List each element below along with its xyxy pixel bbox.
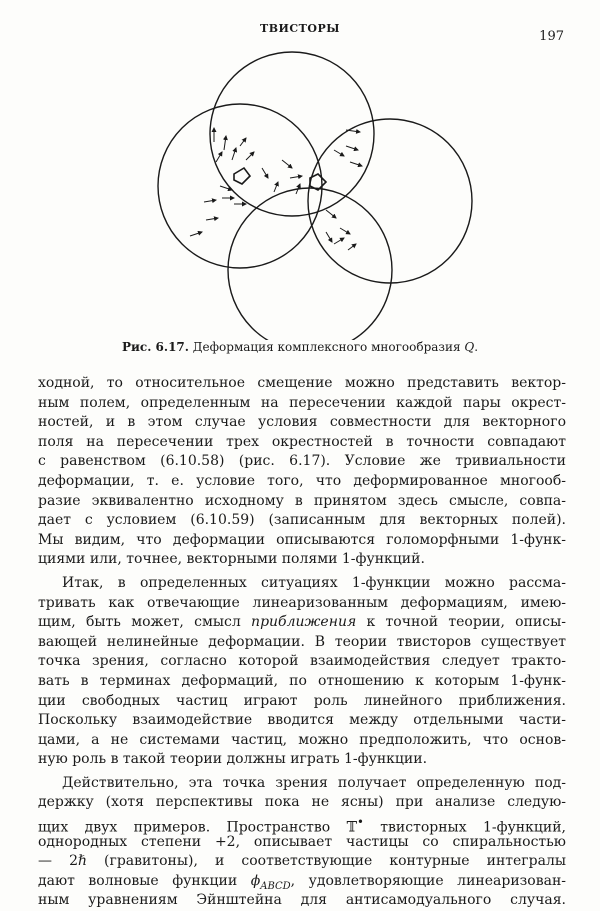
text-line: ностей, и в этом случае условия совместности для векторного	[38, 414, 566, 431]
text-line: ходной, то относительное смещение можно представить вектор-	[38, 375, 566, 391]
text-line: ную роль в такой теории должны играть 1-функции.	[38, 751, 428, 768]
text-line: Итак, в определенных ситуациях 1-функции можно рассма-	[62, 574, 566, 591]
neighborhood-circle-bottom	[228, 188, 392, 340]
body-text	[38, 374, 566, 911]
caption-end: .	[474, 340, 479, 354]
neighborhood-circle-top	[210, 52, 374, 216]
text-line: щим, быть может, смысл приближения к точной теории, описы-	[38, 614, 566, 631]
text-line: однородных степени +2, описывает частицы со спиральностью	[38, 833, 566, 850]
text-line: Поскольку взаимодействие вводится между отдельными части-	[38, 712, 566, 729]
caption-text: Деформация комплексного многообразия	[188, 340, 465, 354]
text-line: щих двух примеров. Пространство 𝕋• твисторных 1-функций,	[38, 815, 566, 836]
text-line: дают волновые функции $\phi_{ABCD}$, удовлетворяющие линеаризован-	[38, 872, 567, 892]
vector-field-arrows	[190, 128, 362, 250]
figure-6-17-diagram	[150, 50, 480, 340]
triple-intersection-loops	[234, 168, 326, 190]
text-line: дает с условием (6.10.59) (записанным для векторных полей).	[38, 512, 566, 529]
caption-symbol: Q	[464, 340, 475, 354]
text-line: деформации, т. е. условие того, что деформированное многооб-	[38, 472, 566, 489]
text-line: ции свободных частиц играют роль линейного приближения.	[38, 692, 566, 709]
text-line: точка зрения, согласно которой взаимодействия следует тракто-	[38, 653, 566, 670]
caption-label: Рис. 6.17.	[121, 340, 189, 354]
text-line: держку (хотя перспективы пока не ясны) при анализе следую-	[38, 794, 566, 811]
text-line: Мы видим, что деформации описываются голоморфными 1-функ-	[38, 531, 566, 548]
text-line: циями или, точнее, векторными полями 1-функций.	[38, 551, 425, 568]
text-line: тривать как отвечающие линеаризованным деформациям, имею-	[38, 594, 566, 611]
text-line: — 2ℏ (гравитоны), и соответствующие контурные интегралы	[38, 853, 566, 870]
page-number: 197	[539, 29, 564, 44]
neighborhood-circle-right	[308, 119, 472, 283]
running-title: ТВИСТОРЫ	[260, 22, 340, 35]
text-line: цами, а не системами частиц, можно предположить, что основ-	[38, 731, 566, 748]
text-line: вать в терминах деформаций, по отношению к которым 1-функ-	[38, 672, 566, 689]
text-line: Действительно, эта точка зрения получает определенную под-	[62, 774, 566, 791]
text-line: вающей нелинейные деформации. В теории твисторов существует	[38, 633, 566, 650]
emphasis-word: приближения	[251, 614, 357, 631]
text-line: с равенством (6.10.58) (рис. 6.17). Условие же тривиальности	[38, 453, 566, 470]
phi-symbol: ϕ	[250, 872, 261, 889]
twistor-space-symbol: 𝕋	[346, 819, 358, 836]
text-line: поля на пересечении трех окрестностей в точности совпадают	[38, 433, 566, 450]
text-line: ным полем, определенным на пересечении каждой пары окрест-	[38, 394, 566, 411]
figure-caption	[0, 340, 600, 354]
text-line: ным уравнениям Эйнштейна для антисамодуального случая.	[38, 892, 566, 909]
neighborhood-circle-left	[158, 104, 322, 268]
text-line: разие эквивалентно исходному в принятом здесь смысле, совпа-	[38, 492, 566, 509]
